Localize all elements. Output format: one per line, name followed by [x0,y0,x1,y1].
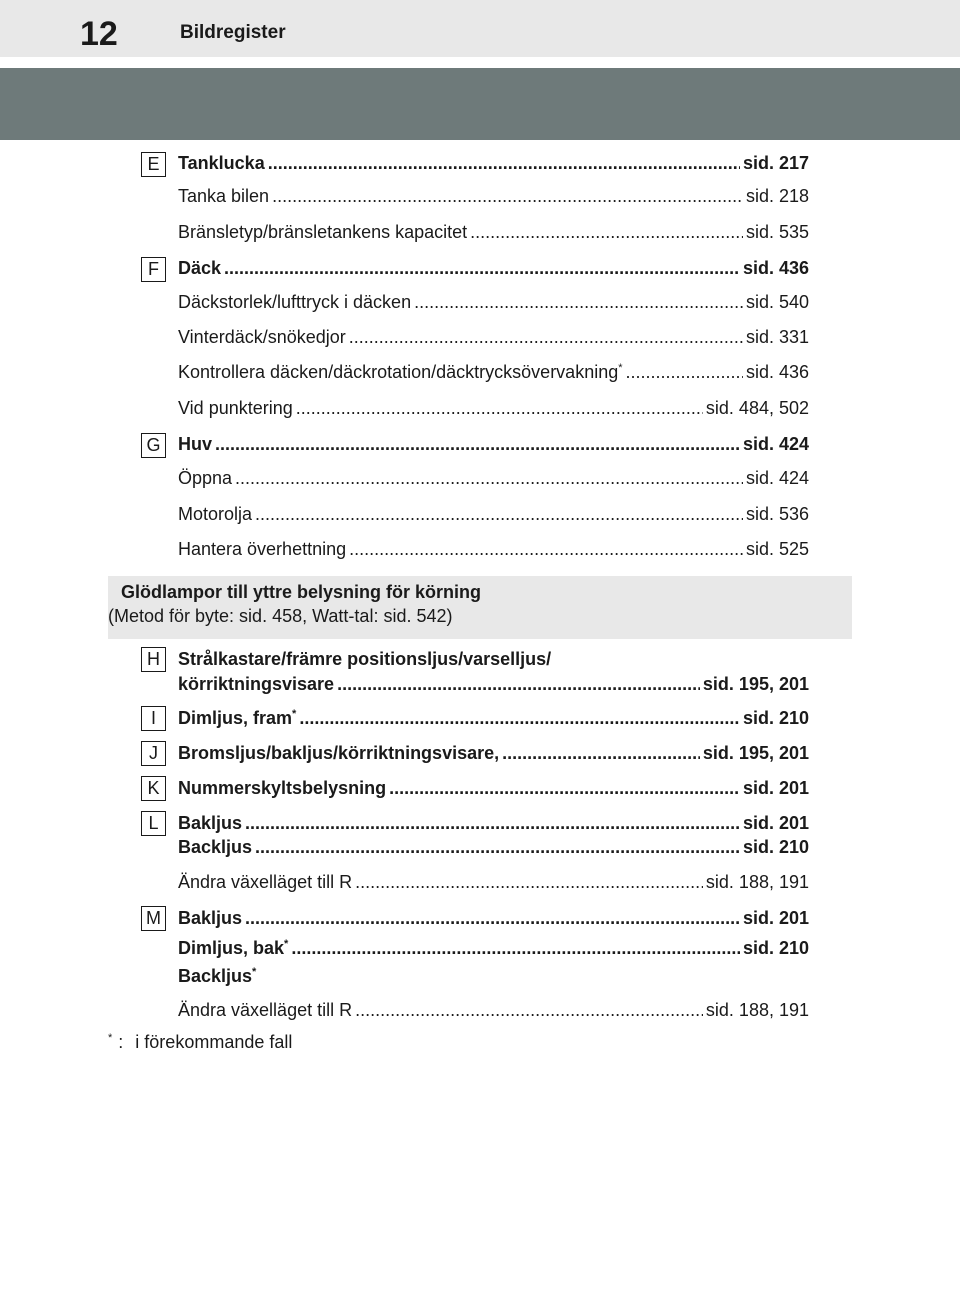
index-entry-main[interactable] [178,257,809,279]
group-letter-m: M [141,906,166,931]
entry-page: sid. 195, 201 [702,674,809,694]
leader-dots [245,907,740,929]
entry-page: sid. 188, 191 [705,872,809,892]
index-entry-sub[interactable] [178,291,809,313]
entry-label-text: Dimljus, fram [178,708,293,728]
section-title: Bildregister [180,22,286,43]
index-entry-main[interactable] [178,907,809,929]
leader-dots [502,742,700,764]
group-letter-f: F [141,257,166,282]
index-entry-sub[interactable] [178,185,809,207]
entry-label: Bränsletyp/bränsletankens kapacitet [178,222,468,242]
entry-label: Vid punktering [178,398,293,418]
footnote [108,1031,292,1053]
entry-page: sid. 210 [742,837,809,857]
entry-label: Hantera överhettning [178,539,347,559]
index-entry-main[interactable] [178,433,809,455]
leader-dots [245,812,740,834]
leader-dots [235,467,743,489]
entry-label: Ändra växelläget till R [178,872,353,892]
index-entry-sub[interactable] [178,871,809,893]
leader-dots [299,707,740,729]
entry-label: Huv [178,434,213,454]
entry-label: Däck [178,258,222,278]
entry-label-text: Backljus [178,966,253,986]
index-entry-main[interactable] [178,673,809,695]
entry-page: sid. 218 [745,186,809,206]
group-letter-k: K [141,776,166,801]
footnote-marker: * [618,362,623,374]
index-entry-main[interactable] [178,707,809,729]
group-letter-h: H [141,647,166,672]
leader-dots [470,221,743,243]
entry-page: sid. 436 [745,362,809,382]
entry-page: sid. 195, 201 [702,743,809,763]
index-entry-main[interactable] [178,777,809,799]
entry-page: sid. 210 [742,708,809,728]
entry-label: Bromsljus/bakljus/körriktningsvisare, [178,743,500,763]
index-entry-main-line1[interactable]: Strålkastare/främre positionsljus/varselljus/ [178,649,552,669]
leader-dots [355,871,703,893]
page-number: 12 [80,15,118,53]
index-entry-sub[interactable] [178,221,809,243]
entry-label: Däckstorlek/lufttryck i däcken [178,292,412,312]
entry-label: Tanka bilen [178,186,270,206]
leader-dots [296,397,703,419]
entry-label: körriktningsvisare [178,674,335,694]
entry-label: Bakljus [178,813,243,833]
leader-dots [355,999,703,1021]
index-entry-sub[interactable] [178,467,809,489]
entry-page: sid. 331 [745,327,809,347]
entry-page: sid. 536 [745,504,809,524]
leader-dots [224,257,740,279]
entry-page: sid. 201 [742,813,809,833]
footnote-marker: * [252,966,257,978]
leader-dots [389,777,740,799]
entry-page: sid. 436 [742,258,809,278]
entry-page: sid. 201 [742,778,809,798]
entry-page: sid. 210 [742,938,809,958]
entry-page: sid. 424 [745,468,809,488]
leader-dots [349,326,743,348]
entry-label [178,937,288,959]
entry-page: sid. 201 [742,908,809,928]
footnote-marker: * [108,1032,113,1044]
leader-dots [349,538,743,560]
index-entry-main[interactable] [178,152,809,174]
entry-page: sid. 535 [745,222,809,242]
entry-page: sid. 424 [742,434,809,454]
entry-page: sid. 484, 502 [705,398,809,418]
entry-label-text: Dimljus, bak [178,938,285,958]
index-entry-sub[interactable] [178,538,809,560]
index-entry-main[interactable] [178,742,809,764]
entry-label: Öppna [178,468,233,488]
footnote-marker: * [292,708,297,720]
leader-dots [626,361,743,383]
index-entry-main[interactable] [178,836,809,858]
leader-dots [272,185,743,207]
entry-label: Vinterdäck/snökedjor [178,327,346,347]
group-letter-i: I [141,706,166,731]
index-entry-sub[interactable] [178,503,809,525]
group-letter-e: E [141,152,166,177]
footnote-text: i förekommande fall [135,1032,293,1052]
leader-dots [255,836,740,858]
group-letter-l: L [141,811,166,836]
entry-label: Tanklucka [178,153,265,173]
entry-page: sid. 217 [742,153,809,173]
entry-label [178,361,623,383]
group-letter-g: G [141,433,166,458]
note-subtitle: (Metod för byte: sid. 458, Watt-tal: sid. 542) [108,606,453,626]
leader-dots [268,152,740,174]
leader-dots [414,291,743,313]
group-letter-j: J [141,741,166,766]
index-entry-sub[interactable] [178,326,809,348]
index-entry-main[interactable] [178,812,809,834]
entry-label: Ändra växelläget till R [178,1000,353,1020]
index-entry-main[interactable] [178,965,809,987]
entry-label [178,707,296,729]
leader-dots [215,433,740,455]
entry-page: sid. 540 [745,292,809,312]
entry-label: Backljus [178,837,253,857]
footnote-separator: : [118,1032,124,1052]
entry-label: Nummerskyltsbelysning [178,778,387,798]
index-entry-sub[interactable] [178,999,809,1021]
index-entry-sub[interactable] [178,397,809,419]
entry-page: sid. 188, 191 [705,1000,809,1020]
entry-label-text: Kontrollera däcken/däckrotation/däcktrycksövervakning [178,362,619,382]
entry-label: Bakljus [178,908,243,928]
footnote-marker: * [284,938,289,950]
index-entry-sub[interactable] [178,361,809,383]
leader-dots [255,503,743,525]
entry-label: Motorolja [178,504,253,524]
index-entry-main[interactable] [178,937,809,959]
leader-dots [291,937,740,959]
note-title: Glödlampor till yttre belysning för körning [121,582,482,602]
leader-dots [337,673,700,695]
entry-page: sid. 525 [745,539,809,559]
